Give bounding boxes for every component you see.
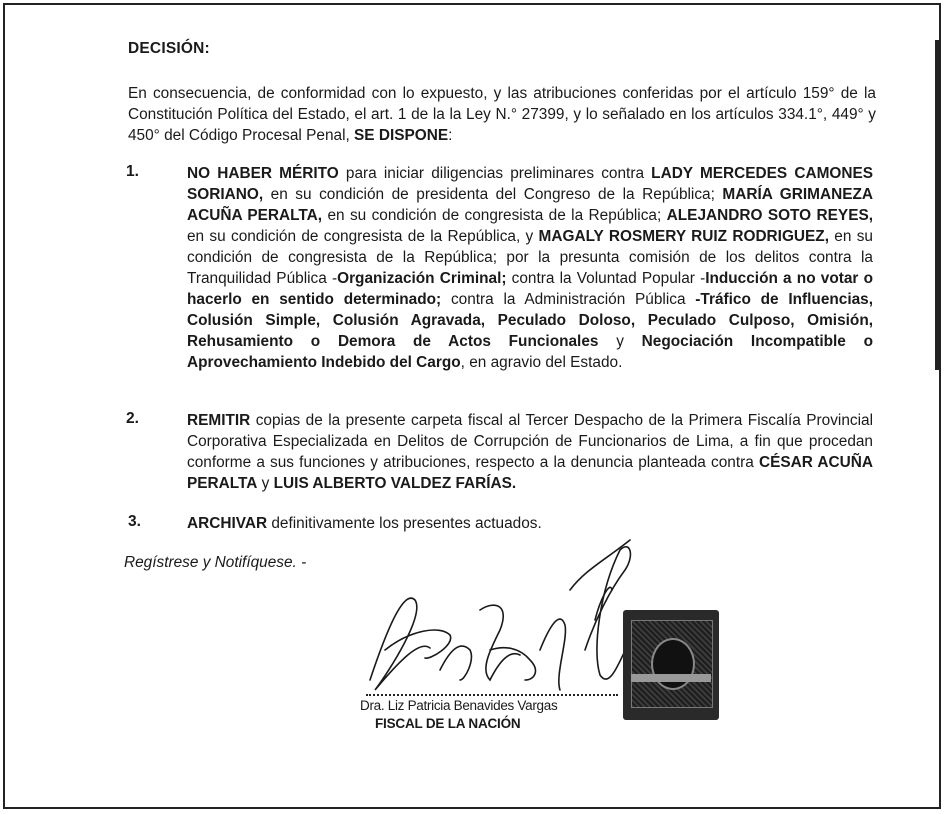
signature-block (330, 530, 750, 760)
text-segment: contra la Voluntad Popular - (506, 270, 706, 287)
text-segment: , en agravio del Estado. (460, 354, 623, 371)
text-segment: en su condición de congresista de la República, y (187, 228, 539, 245)
item-number: 1. (126, 163, 139, 180)
bold-segment: ALEJANDRO SOTO REYES, (666, 207, 873, 224)
item-number: 3. (128, 513, 141, 530)
bold-segment: LADY MERCEDES CAMONES SORIANO, (187, 165, 874, 203)
signatory-name: Dra. Liz Patricia Benavides Vargas (360, 698, 558, 713)
text-segment: definitivamente los presentes actuados. (267, 515, 542, 532)
page-edge-bar (935, 40, 939, 370)
text-segment: en su condición de presidenta del Congreso de la República; (263, 186, 723, 203)
item-text (187, 163, 873, 373)
text-segment: y (257, 475, 274, 492)
text-segment: contra la Administración Pública (441, 291, 696, 308)
text-segment: copias de la presente carpeta fiscal al Tercer Despacho de la Primera Fiscalía Provincial Corporativa Especializada en Delitos de Corrupción de Funcionarios de Lima, a fin que procedan conforme a sus funciones y atribuciones, respecto a la denuncia planteada contra (187, 412, 873, 471)
intro-end: : (448, 127, 453, 144)
text-segment: y (598, 333, 642, 350)
bold-segment: Organización Criminal; (337, 270, 507, 287)
section-heading: DECISIÓN: (128, 40, 210, 57)
bold-segment: Negociación Incompatible o Aprovechamiento Indebido del Cargo (187, 333, 873, 371)
bold-segment: REMITIR (187, 412, 251, 429)
bold-segment: Inducción a no votar o hacerlo en sentido determinado; (187, 270, 873, 308)
intro-text: En consecuencia, de conformidad con lo expuesto, y las atribuciones conferidas por el artículo 159° de la Constitución Política del Estado, el art. 1 de la la Ley N.° 27399, y lo señalado en los artículos 334.1°, 449° y 450° del Código Procesal Penal, (128, 85, 876, 144)
text-segment: en su condición de congresista de la República; por la presunta comisión de los delitos contra la Tranquilidad Pública - (187, 228, 873, 287)
item-text (187, 410, 873, 494)
bold-segment: CÉSAR ACUÑA PERALTA (187, 454, 873, 492)
bold-segment: MARÍA GRIMANEZA ACUÑA PERALTA, (187, 186, 873, 224)
item-number: 2. (126, 410, 139, 427)
signatory-title: FISCAL DE LA NACIÓN (375, 716, 521, 731)
intro-paragraph (128, 83, 876, 146)
text-segment: para iniciar diligencias preliminares contra (338, 165, 652, 182)
bold-segment: -Tráfico de Influencias, Colusión Simple, Colusión Agravada, Peculado Doloso, Peculado Culposo, Omisión, Rehusamiento o Demora de Actos Funcionales (187, 291, 874, 350)
bold-segment: MAGALY ROSMERY RUIZ RODRIGUEZ, (538, 228, 829, 245)
bold-segment: LUIS ALBERTO VALDEZ FARÍAS. (273, 475, 517, 492)
bold-segment: ARCHIVAR (187, 515, 268, 532)
closing-formula: Regístrese y Notifíquese. - (124, 554, 307, 571)
intro-bold: SE DISPONE (354, 127, 449, 144)
text-segment: en su condición de congresista de la República; (322, 207, 667, 224)
seal-icon (651, 638, 695, 690)
authenticity-stamp (623, 610, 719, 720)
bold-segment: NO HABER MÉRITO (187, 165, 339, 182)
signature-line (366, 694, 618, 696)
